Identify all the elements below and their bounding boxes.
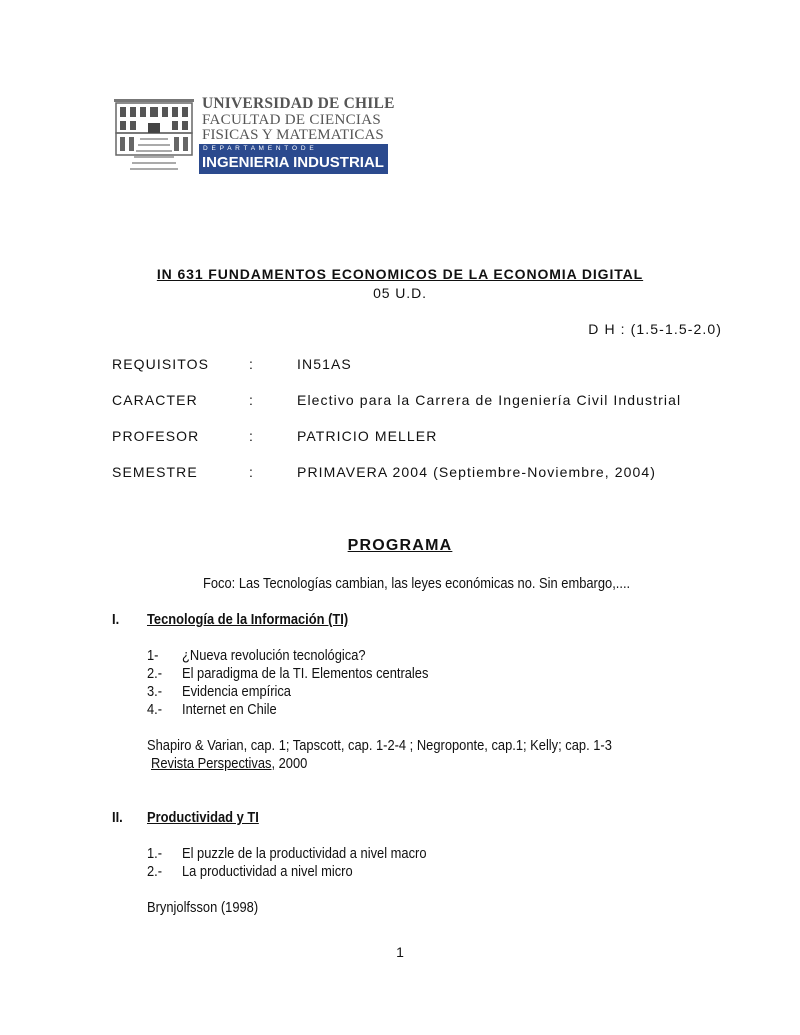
section-2-item-1-text: El puzzle de la productividad a nivel macro	[182, 845, 427, 862]
caracter-label: CARACTER	[112, 392, 198, 408]
section-2-item-2-number: 2.-	[147, 863, 163, 880]
requisitos-colon: :	[249, 356, 254, 372]
section-2-title: Productividad y TI	[147, 809, 259, 826]
section-1-item-2-text: El paradigma de la TI. Elementos centrales	[182, 665, 429, 682]
logo-department-label: D E P A R T A M E N T O D E	[203, 145, 315, 152]
section-1-references-2: Revista Perspectivas, 2000	[151, 755, 308, 772]
revista-perspectivas-ref: Revista Perspectivas,	[151, 755, 276, 772]
section-2-item-2-text: La productividad a nivel micro	[182, 863, 353, 880]
section-2-item-1-number: 1.-	[147, 845, 163, 862]
programa-title: PROGRAMA	[347, 537, 453, 554]
caracter-value: Electivo para la Carrera de Ingeniería Civil Industrial	[297, 392, 682, 408]
semestre-label: SEMESTRE	[112, 464, 198, 480]
course-units: 05 U.D.	[373, 285, 427, 301]
logo-university-name: UNIVERSIDAD DE CHILE	[202, 95, 395, 112]
page-number: 1	[396, 944, 404, 960]
building-icon	[112, 95, 196, 171]
semestre-value: PRIMAVERA 2004 (Septiembre-Noviembre, 2004)	[297, 464, 657, 480]
logo-faculty-sub: FISICAS Y MATEMATICAS	[202, 127, 384, 143]
requisitos-label: REQUISITOS	[112, 356, 210, 372]
section-1-item-4-number: 4.-	[147, 701, 163, 718]
section-1-item-3-text: Evidencia empírica	[182, 683, 291, 700]
section-2-references: Brynjolfsson (1998)	[147, 899, 259, 916]
section-2-number: II.	[112, 809, 123, 826]
logo-department-name: INGENIERIA INDUSTRIAL	[202, 154, 384, 171]
section-1-item-3-number: 3.-	[147, 683, 163, 700]
semestre-colon: :	[249, 464, 254, 480]
section-1-references: Shapiro & Varian, cap. 1; Tapscott, cap. 1-2-4 ; Negroponte, cap.1; Kelly; cap. 1-3	[147, 737, 612, 754]
section-1-item-1-text: ¿Nueva revolución tecnológica?	[182, 647, 366, 664]
profesor-label: PROFESOR	[112, 428, 200, 444]
profesor-colon: :	[249, 428, 254, 444]
logo-faculty-name: FACULTAD DE CIENCIAS	[202, 112, 381, 128]
caracter-colon: :	[249, 392, 254, 408]
course-hours: D H : (1.5-1.5-2.0)	[588, 321, 722, 337]
profesor-value: PATRICIO MELLER	[297, 428, 438, 444]
section-1-number: I.	[112, 611, 120, 628]
section-1-item-2-number: 2.-	[147, 665, 163, 682]
university-logo	[112, 95, 395, 175]
section-1-title: Tecnología de la Información (TI)	[147, 611, 349, 628]
course-title: IN 631 FUNDAMENTOS ECONOMICOS DE LA ECONOMIA DIGITAL	[156, 266, 644, 282]
programa-foco: Foco: Las Tecnologías cambian, las leyes económicas no. Sin embargo,....	[203, 575, 631, 592]
requisitos-value: IN51AS	[297, 356, 352, 372]
section-1-item-1-number: 1-	[147, 647, 159, 664]
section-1-item-4-text: Internet en Chile	[182, 701, 277, 718]
logo-department-bar	[199, 144, 388, 174]
